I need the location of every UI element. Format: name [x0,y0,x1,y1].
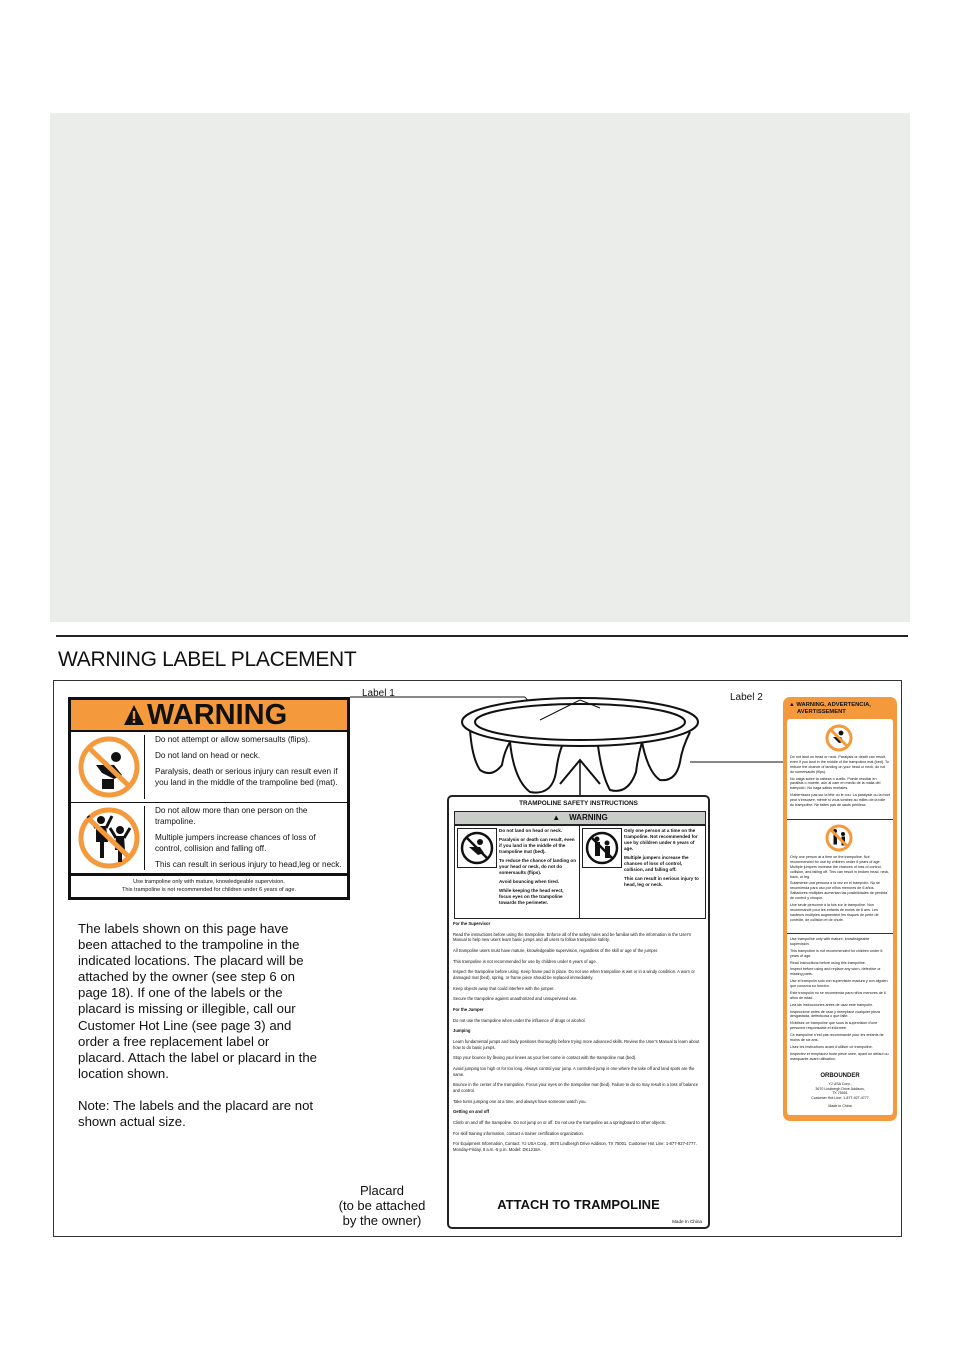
label1-row2-line2: Multiple jumpers increase chances of loss of control, collision and falling off. [155,833,316,854]
label1-row2-line1: Do not allow more than one person on the trampoline. [155,806,308,827]
brand-info-line: YJ USA Corp., [828,1082,852,1086]
safety-placard [447,795,710,1229]
label2-heading: ▲ WARNING, ADVERTENCIA, AVERTISSEMENT [789,702,871,715]
label2-line: Read instructions before using this trampoline. [790,960,866,965]
label2-made-in: Made in China [828,1104,852,1108]
label2-section-3 [790,937,890,1063]
instructions-paragraph: The labels shown on this page have been attached to the trampoline in the indicated locations. The placard will be attached by the owner (see step 6 on page 18). If one of the labels or the placard is missing or illegible, call our Customer Hot Line (see page 3) and order a free replacement label or placard. Attach the label or placard in the location shown. [78,921,317,1081]
label2-line: Use el trampolín solo con supervisión madura y con alguien que conozca su función. [790,979,888,988]
placard-paragraph: Learn fundamental jumps and body positions thoroughly before trying more advanced skills. Review the User's Manual to learn about how to do basic jumps. [453,1039,700,1050]
label1-footer: Use trampoline only with mature, knowledgeable supervision. This trampoline is not recommended for children under 6 years of age. [71,876,347,897]
placard-paragraph: Climb on and off the trampoline. Do not jump on or off. Do not use the trampoline as a springboard to other objects. [453,1120,667,1126]
placard-paragraph: Avoid jumping too high or for too long. Always control your jump. A controlled jump is one where the take off and land spots are the same. [453,1066,695,1077]
brand-info-line: 3670 Lindbergh Drive Addison, [815,1086,865,1091]
placard-title: TRAMPOLINE SAFETY INSTRUCTIONS [519,800,638,807]
label2-brand: ORBOUNDER [820,1073,860,1079]
label2-line: Lisez les instructions avant d'utiliser ce trampoline. [790,1044,873,1049]
section-title: WARNING LABEL PLACEMENT [58,648,357,671]
placard-paragraph: This trampoline is not recommended for use by children under 6 years of age. [453,958,597,964]
label2-brand-info [787,1082,893,1101]
warning-triangle-icon: ▲ [552,813,570,822]
placard-caption: Placard (to be attached by the owner) [338,1183,426,1228]
placard-paragraph: Bounce in the center of the trampoline. Focus your eyes on the trampoline mat (bed). Failure to do so may result in a loss of balance and control. [453,1082,699,1094]
label1-caption: Label 1 [362,688,395,699]
brand-info-line: TX 75001 [832,1091,848,1096]
placard-paragraph: Jumping [453,1028,471,1034]
warning-triangle-icon: ▲ [789,702,797,708]
placard-paragraph: Take turns jumping one at a time, and always have someone watch you. [453,1098,587,1104]
placard-box-somersault: Do not land on head or neck. Paralysis or death can result, even if you land in the middle of the trampoline mat (bed). To reduce the chance of landing on your head or neck, do not do somersaults (flips). Avoid bouncing when tired. While keeping the head erect, focus eyes on the trampoline towards the perimeter. [455,826,580,918]
placard-attach-heading: ATTACH TO TRAMPOLINE [497,1197,660,1212]
placard-paragraph: Getting on and off [453,1109,490,1115]
label2-line: Lea las instrucciones antes de usar este trampolín. [790,1002,874,1007]
label2-line: N'utilisez ce trampoline que sous la supervision d'une personne responsable et informée. [790,1021,878,1031]
placard-warning-text: WARNING [569,813,608,822]
label2-section-2: Only one person at a time on the trampoline. Not recommended for use by children under 6 years of age. Multiple jumpers increase the chances of loss of control, collision, and falling off. This can result in broken head, neck, back, or leg. Solamente una persona a la vez en el trampolín. No se recomienda para uso por niños menores de 6 años. Saltadores múltiples aumentan las posibilidades de pérdida de control y choque. Une seule personne à la fois sur le trampoline. Non recommandé pour les enfants de moins de 6 ans. Les sauteurs multiples augmentent les risques de perte de contrôle, de collision et de chute. [790,855,890,922]
label1-row2-line3: This can result in serious injury to head,leg or neck. [155,860,342,870]
no-somersault-icon [457,828,497,868]
placard-warning-bar [454,811,706,825]
label2-line: Inspectez et remplacez toute pièce usée, ayant un défaut ou manquante avant utilisation. [790,1051,889,1061]
warning-label-2 [783,697,897,1121]
label2-line: Este trampolín no se recomienda para niños menores de 6 años de edad. [790,990,886,1000]
no-somersault-icon [824,723,854,753]
label1-row1-line3: Paralysis, death or serious injury can result even if you land in the middle of the trampoline bed (mat). [155,767,338,788]
placard-box-multiple: Only one person at a time on the trampoline. Not recommended for use by children under 6 years of age. Multiple jumpers increase the chances of loss of control, collision, and falling off. This can result in serious injury to head, leg or neck. [580,826,704,918]
label2-section-1: Do not land on head or neck. Paralysis or death can result, even if you land in the middle of the trampoline mat (bed). To reduce the chance of landing on your head or neck, do not do somersaults (flips). No caiga sobre la cabeza o cuello. Puede resultar en parálisis o muerte, aún al caer en medio de la malla del trampolín. No haga saltos mortales. N'atterrissez pas sur la tête ou le cou. La paralysie ou la mort peut s'ensuivre, même si vous tombez au milieu de la toile du trampoline. Ne faites pas de sauts périlleux. [790,755,890,807]
brand-info-line: Customer Hot Line: 1-877-927-4777 [811,1096,869,1101]
placard-paragraph: Do not use the trampoline when under the influence of drugs or alcohol. [453,1017,586,1023]
label2-line: This trampoline is not recommended for children under 6 years of age. [790,948,883,958]
placard-paragraph: For skill training information, contact a trainer certification organization. [453,1130,585,1136]
label2-line: Inspeccione antes de usar y reemplace cualquier pieza desgastada, defectuosa o que falte. [790,1009,880,1019]
placard-paragraph: For the Supervisor [453,921,491,926]
label2-line: Ce trampoline n'est pas recommandé pour les enfants de moins de six ans. [790,1033,884,1042]
label2-caption: Label 2 [730,692,763,703]
placard-paragraph: Read the instructions before using the trampoline. Enforce all of the safety rules and be familiar with the information in the User's Manual to help new users learn basic jumps and all users to follow trampoline safety. [453,931,691,943]
label2-line: Use trampoline only with mature, knowledgeable supervision. [790,937,870,946]
no-multiple-jumpers-icon [824,823,854,853]
label2-line: Inspect before using and replace any worn, defective or missing parts. [790,967,881,977]
placard-made-in: Made In China [672,1219,702,1224]
no-multiple-jumpers-icon [582,828,622,868]
placard-paragraph: Stop your bounce by flexing your knees as your feet come in contact with the trampoline mat (bed). [453,1055,637,1061]
placard-paragraph: All trampoline users must have mature, knowledgeable supervision, regardless of the skill or age of the jumper. [453,948,659,954]
placard-instructions [453,921,705,1158]
placard-paragraph: Secure the trampoline against unauthorized and unsupervised use. [453,996,578,1002]
placard-paragraph: For Equipment Information, Contact: YJ USA Corp., 3670 Lindbergh Drive Addison, TX 75001. Customer Hot Line: 1-877-927-4777. Monday-Friday, 8 a.m.-5 p.m. Model: DK1218A [453,1141,697,1153]
note-paragraph: Note: The labels and the placard are not shown actual size. [78,1097,314,1130]
placard-paragraph: Keep objects away that could interfere with the jumper. [453,985,555,991]
label1-row1-line1: Do not attempt or allow somersaults (flips). [155,735,311,744]
label1-row1-line2: Do not land on head or neck. [155,751,261,761]
label1-heading: WARNING [147,699,288,731]
placard-paragraph: Inspect the trampoline before using. Keep frame pad in place. Do not use when trampoline is wet or in a windy condition. A worn or damaged mat (bed), spring, or frame piece should be replaced immediately. [453,969,695,981]
placard-paragraph: For the Jumper [453,1007,484,1013]
